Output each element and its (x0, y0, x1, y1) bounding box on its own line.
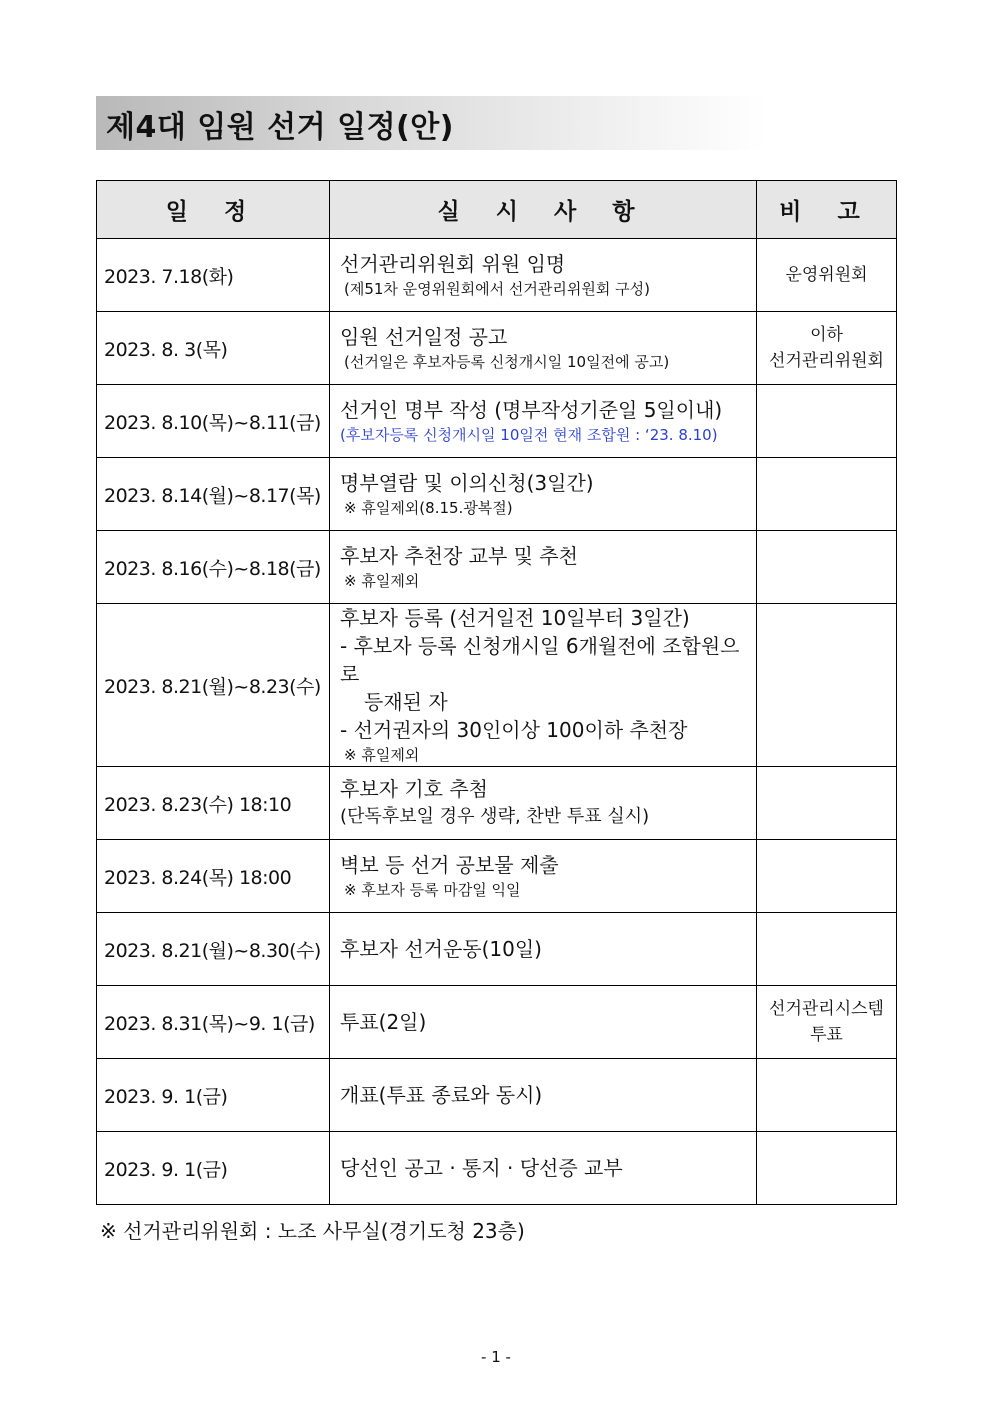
schedule-date: 2023. 8.23(수) 18:10 (97, 767, 330, 840)
table-row (97, 840, 897, 913)
remarks-cell (757, 913, 897, 986)
table-row (97, 239, 897, 312)
activity-note: (후보자등록 신청개시일 10일전 현재 조합원 : ‘23. 8.10) (340, 426, 718, 444)
activity-cell (330, 385, 757, 458)
remarks-text: 선거관리시스템 (769, 999, 884, 1019)
document-title: 제4대 임원 선거 일정(안) (106, 110, 454, 145)
schedule-date: 2023. 8. 3(목) (97, 312, 330, 385)
schedule-date: 2023. 8.31(목)~9. 1(금) (97, 986, 330, 1059)
activity-cell (330, 604, 757, 767)
table-header-row (97, 181, 897, 239)
table-row (97, 767, 897, 840)
remarks-text: 선거관리위원회 (769, 351, 884, 371)
activity-cell (330, 986, 757, 1059)
table-row (97, 312, 897, 385)
activity-note: ※ 휴일제외(8.15.광복절) (344, 499, 513, 517)
activity-cell (330, 239, 757, 312)
activity-text: 투표(2일) (340, 1010, 427, 1034)
schedule-table (96, 180, 897, 1205)
schedule-date: 2023. 8.21(월)~8.30(수) (97, 913, 330, 986)
schedule-date: 2023. 8.14(월)~8.17(목) (97, 458, 330, 531)
table-row (97, 1132, 897, 1205)
table-row (97, 1059, 897, 1132)
activity-text: 당선인 공고 · 통지 · 당선증 교부 (340, 1156, 623, 1180)
header-remarks: 비 고 (757, 181, 897, 239)
activity-text: 개표(투표 종료와 동시) (340, 1083, 543, 1107)
activity-cell (330, 913, 757, 986)
activity-text: 후보자 기호 추첨 (340, 777, 488, 801)
remarks-text: 운영위원회 (785, 265, 868, 285)
schedule-date: 2023. 7.18(화) (97, 239, 330, 312)
header-activity: 실 시 사 항 (330, 181, 757, 239)
table-body (97, 239, 897, 1205)
title-bar (96, 96, 766, 150)
remarks-cell (757, 458, 897, 531)
table-row (97, 531, 897, 604)
schedule-date: 2023. 9. 1(금) (97, 1059, 330, 1132)
activity-note: ※ 후보자 등록 마감일 익일 (344, 881, 521, 899)
remarks-cell (757, 1059, 897, 1132)
activity-cell (330, 458, 757, 531)
activity-cell (330, 1132, 757, 1205)
schedule-date: 2023. 8.16(수)~8.18(금) (97, 531, 330, 604)
activity-text: 명부열람 및 이의신청(3일간) (340, 471, 594, 495)
remarks-cell (757, 604, 897, 767)
activity-text: - 선거권자의 30인이상 100이하 추천장 (340, 718, 688, 742)
activity-text: 후보자 등록 (선거일전 10일부터 3일간) (340, 606, 690, 630)
schedule-date: 2023. 8.24(목) 18:00 (97, 840, 330, 913)
activity-text: - 후보자 등록 신청개시일 6개월전에 조합원으로 (340, 634, 740, 686)
activity-cell (330, 531, 757, 604)
activity-cell (330, 767, 757, 840)
activity-cell (330, 840, 757, 913)
schedule-date: 2023. 8.21(월)~8.23(수) (97, 604, 330, 767)
remarks-cell (757, 1132, 897, 1205)
activity-text: 벽보 등 선거 공보물 제출 (340, 853, 559, 877)
activity-note: ※ 휴일제외 (344, 746, 420, 764)
activity-cell (330, 312, 757, 385)
schedule-date: 2023. 8.10(목)~8.11(금) (97, 385, 330, 458)
activity-text: 후보자 추천장 교부 및 추천 (340, 544, 578, 568)
schedule-date: 2023. 9. 1(금) (97, 1132, 330, 1205)
activity-text: 후보자 선거운동(10일) (340, 937, 542, 961)
remarks-cell (757, 239, 897, 312)
remarks-text: 이하 (810, 325, 843, 345)
remarks-cell (757, 767, 897, 840)
remarks-cell (757, 840, 897, 913)
header-schedule: 일 정 (97, 181, 330, 239)
table-row (97, 913, 897, 986)
page-number: - 1 - (481, 1348, 511, 1366)
remarks-cell (757, 312, 897, 385)
remarks-cell (757, 385, 897, 458)
activity-text: 선거관리위원회 위원 임명 (340, 252, 566, 276)
table-row (97, 604, 897, 767)
activity-cell (330, 1059, 757, 1132)
activity-note: (선거일은 후보자등록 신청개시일 10일전에 공고) (344, 353, 670, 371)
activity-note: ※ 휴일제외 (344, 572, 420, 590)
footnote: ※ 선거관리위원회 : 노조 사무실(경기도청 23층) (100, 1219, 525, 1243)
table-row (97, 385, 897, 458)
activity-text: (단독후보일 경우 생략, 찬반 투표 실시) (340, 806, 650, 827)
table-row (97, 458, 897, 531)
table-row (97, 986, 897, 1059)
remarks-cell (757, 986, 897, 1059)
activity-text: 임원 선거일정 공고 (340, 325, 508, 349)
remarks-text: 투표 (810, 1025, 843, 1045)
activity-note: (제51차 운영위원회에서 선거관리위원회 구성) (344, 280, 650, 298)
remarks-cell (757, 531, 897, 604)
activity-text: 선거인 명부 작성 (명부작성기준일 5일이내) (340, 398, 723, 422)
activity-text: 등재된 자 (364, 690, 448, 714)
